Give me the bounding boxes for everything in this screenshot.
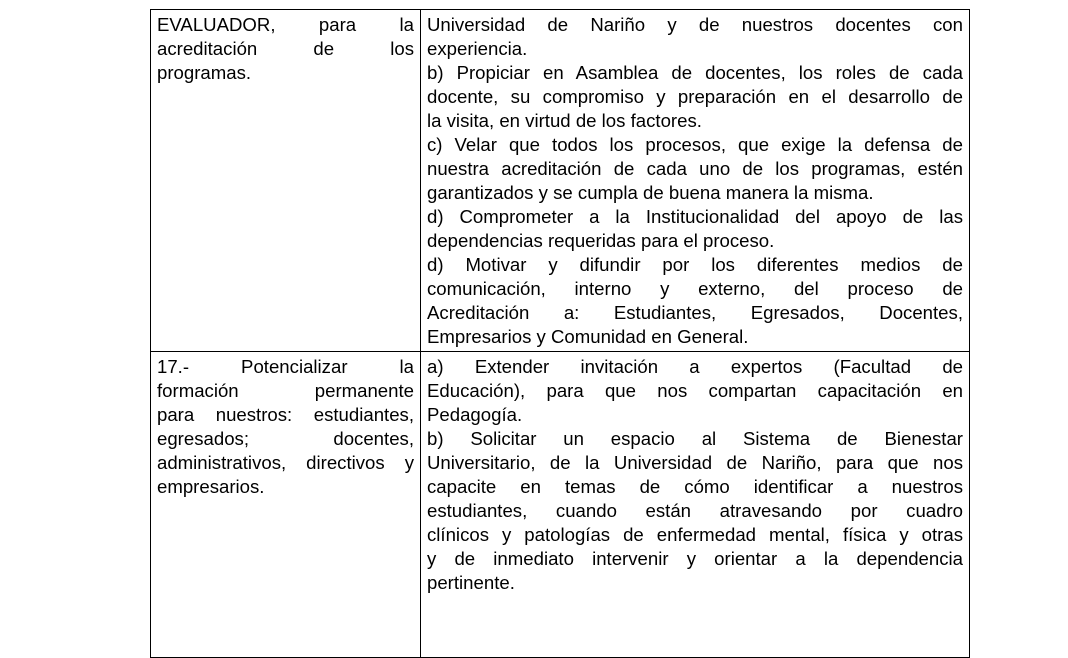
text-line: programas. <box>157 62 252 83</box>
table-row <box>151 352 970 658</box>
objective-cell <box>151 352 421 658</box>
text-line: d) Comprometer a la Institucionalidad del apoyo de las <box>427 206 963 227</box>
objective-cell <box>151 10 421 352</box>
objectives-table <box>150 9 970 658</box>
text-line: c) Velar que todos los procesos, que exige la defensa de <box>427 134 963 155</box>
text-line: a) Extender invitación a expertos (Facultad de <box>427 356 963 377</box>
text-line: Empresarios y Comunidad en General. <box>427 326 749 347</box>
text-line: b) Propiciar en Asamblea de docentes, los roles de cada <box>427 62 963 83</box>
text-line: empresarios. <box>157 476 265 497</box>
text-line: Educación), para que nos compartan capacitación en <box>427 380 963 401</box>
text-line: nuestra acreditación de cada uno de los programas, estén <box>427 158 963 179</box>
text-line: estudiantes, cuando están atravesando por cuadro <box>427 500 963 521</box>
text-line: para nuestros: estudiantes, <box>157 404 414 425</box>
text-line: la visita, en virtud de los factores. <box>427 110 702 131</box>
text-line: dependencias requeridas para el proceso. <box>427 230 775 251</box>
text-line: Acreditación a: Estudiantes, Egresados, Docentes, <box>427 302 963 323</box>
text-line: administrativos, directivos y <box>157 452 414 473</box>
text-line: EVALUADOR, para la <box>157 14 414 35</box>
text-line: garantizados y se cumpla de buena manera la misma. <box>427 182 874 203</box>
text-line: capacite en temas de cómo identificar a nuestros <box>427 476 963 497</box>
table-row <box>151 10 970 352</box>
actions-cell <box>421 10 970 352</box>
text-line: pertinente. <box>427 572 515 593</box>
text-line: y de inmediato intervenir y orientar a la dependencia <box>427 548 963 569</box>
text-line: b) Solicitar un espacio al Sistema de Bienestar <box>427 428 963 449</box>
text-line: 17.- Potencializar la <box>157 356 414 377</box>
text-line: docente, su compromiso y preparación en el desarrollo de <box>427 86 963 107</box>
actions-cell <box>421 352 970 658</box>
text-line: experiencia. <box>427 38 528 59</box>
text-line: d) Motivar y difundir por los diferentes medios de <box>427 254 963 275</box>
text-line: clínicos y patologías de enfermedad mental, física y otras <box>427 524 963 545</box>
text-line: comunicación, interno y externo, del proceso de <box>427 278 963 299</box>
text-line: Pedagogía. <box>427 404 523 425</box>
text-line: egresados; docentes, <box>157 428 414 449</box>
text-line: Universidad de Nariño y de nuestros docentes con <box>427 14 963 35</box>
text-line: acreditación de los <box>157 38 414 59</box>
text-line: formación permanente <box>157 380 414 401</box>
text-line: Universitario, de la Universidad de Nariño, para que nos <box>427 452 963 473</box>
